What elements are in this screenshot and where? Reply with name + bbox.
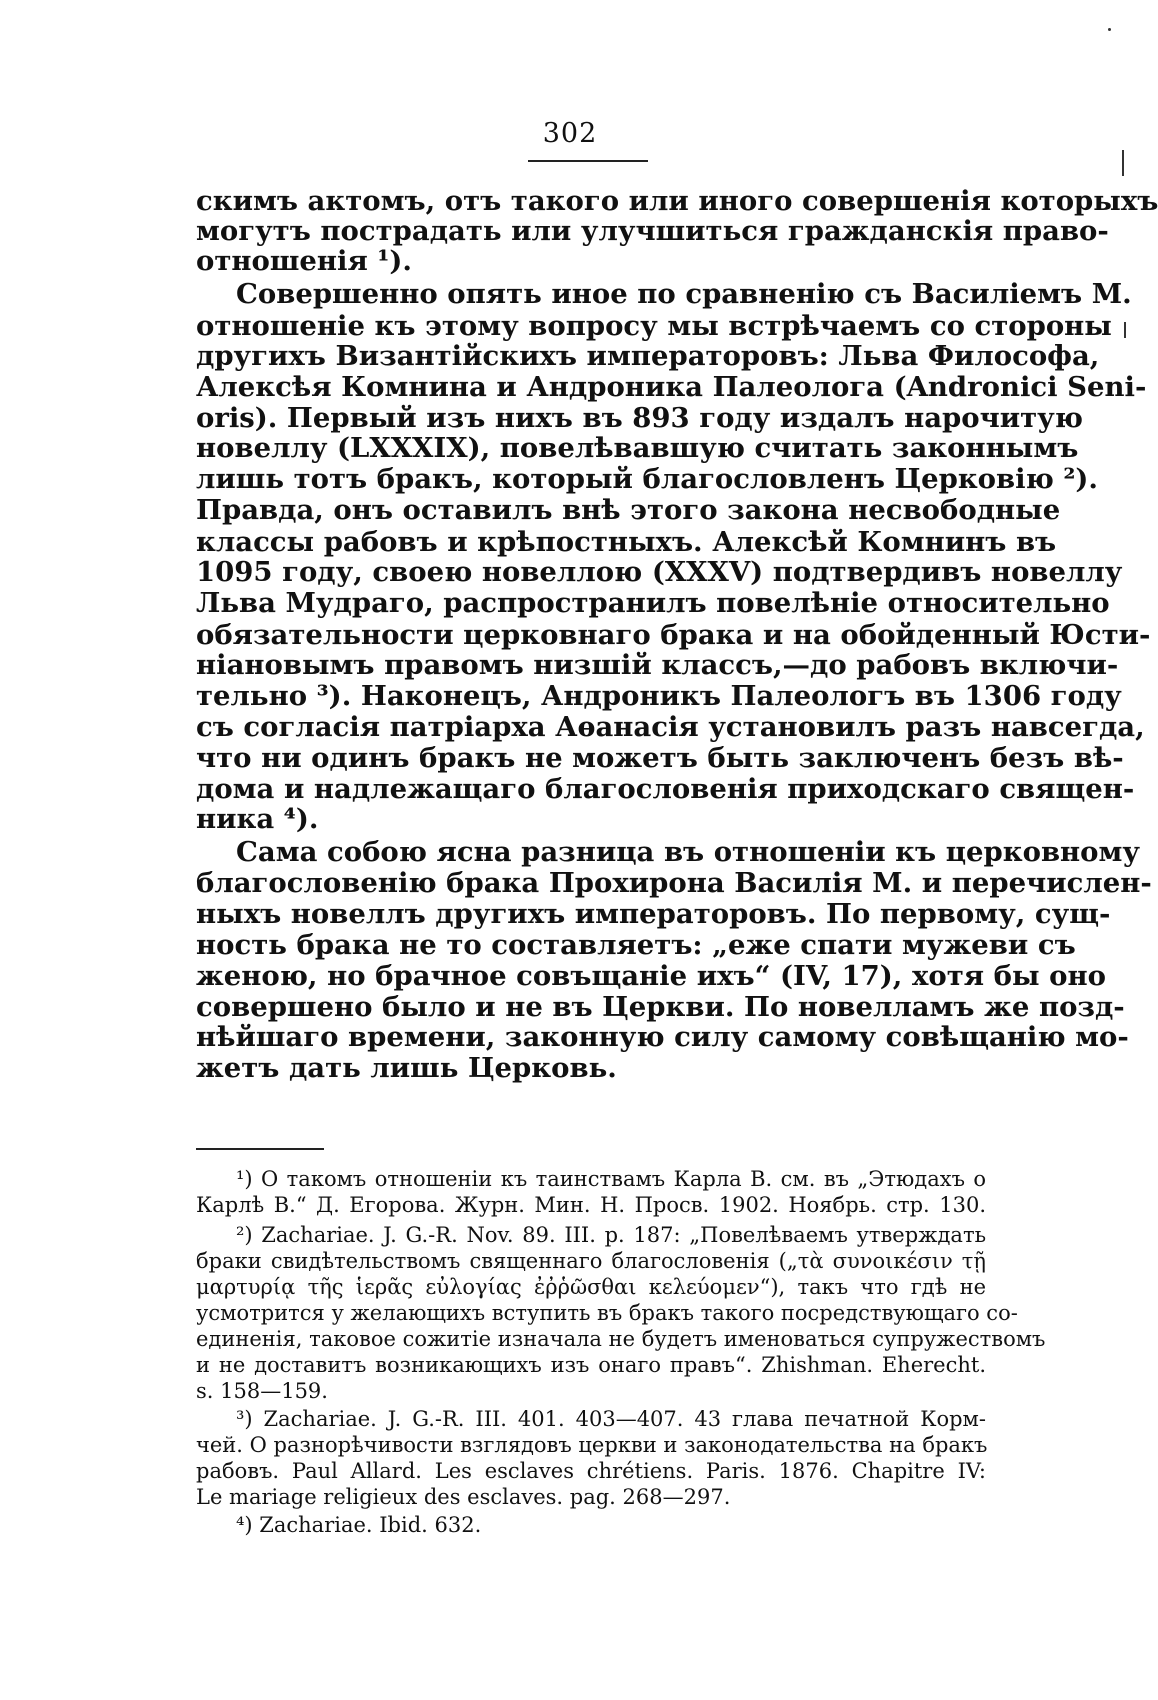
footnote-line: ³) Zachariae. J. G.-R. III. 401. 403—407. 43 глава печатной Корм- <box>236 1407 986 1431</box>
body-line: ніановымъ правомъ низшій классъ,—до рабовъ включи- <box>196 649 1119 681</box>
body-line: дома и надлежащаго благословенія приходскаго священ- <box>196 773 1135 805</box>
body-line: жетъ дать лишь Церковь. <box>196 1052 617 1084</box>
footnote-line: ²) Zachariae. J. G.-R. Nov. 89. III. p. 187: „Повелѣваемъ утверждать <box>236 1223 986 1247</box>
body-line: ника ⁴). <box>196 803 319 835</box>
footnote-line: ¹) О такомъ отношеніи къ таинствамъ Карла В. см. въ „Этюдахъ о <box>236 1167 986 1191</box>
body-line: классы рабовъ и крѣпостныхъ. Алексѣй Комнинъ въ <box>196 526 1057 558</box>
footnote-line: μαρτυρίᾳ τῆς ἱερᾶς εὐλογίας ἐῤῥῶσθαι κελεύομεν“), такъ что гдѣ не <box>196 1275 986 1299</box>
footnote-line: ⁴) Zachariae. Ibid. 632. <box>236 1513 482 1537</box>
body-line: 1095 году, своею новеллою (XXXV) подтвердивъ новеллу <box>196 556 1123 588</box>
body-line: oris). Первый изъ нихъ въ 893 году издалъ нарочитую <box>196 402 1083 434</box>
scan-mark <box>1122 150 1124 176</box>
footnote-line: Карлѣ В.“ Д. Егорова. Журн. Мин. Н. Просв. 1902. Ноябрь. стр. 130. <box>196 1193 986 1217</box>
body-line: Льва Мудраго, распространилъ повелѣніе относительно <box>196 587 1110 619</box>
body-line: Совершенно опять иное по сравненію съ Василіемъ М. <box>236 278 1132 310</box>
body-line: тельно ³). Наконецъ, Андроникъ Палеологъ въ 1306 году <box>196 680 1122 712</box>
body-line: женою, но брачное совъщаніе ихъ“ (IV, 17), хотя бы оно <box>196 960 1106 992</box>
body-line: что ни одинъ бракъ не можетъ быть заключенъ безъ вѣ- <box>196 742 1124 774</box>
body-line: новеллу (LXXXIX), повелѣвавшую считать законнымъ <box>196 432 1079 464</box>
footnote-line: усмотрится у желающихъ вступить въ бракъ такого посредствующаго со- <box>196 1301 1018 1325</box>
footnote-line: единенія, таковое сожитіе изначала не будетъ именоваться супружествомъ <box>196 1327 1046 1351</box>
footnote-line: чей. О разнорѣчивости взглядовъ церкви и законодательства на бракъ <box>196 1433 988 1457</box>
body-line: обязательности церковнаго брака и на обойденный Юсти- <box>196 619 1151 651</box>
page-number-rule <box>528 160 648 162</box>
footnote-line: и не доставитъ возникающихъ изъ онаго правъ“. Zhishman. Eherecht. <box>196 1353 986 1377</box>
body-line: отношенія ¹). <box>196 245 412 277</box>
scan-mark <box>1124 322 1126 338</box>
footnote-separator <box>196 1148 324 1150</box>
body-line: отношеніе къ этому вопросу мы встрѣчаемъ со стороны <box>196 310 1112 342</box>
footnote-line: Le mariage religieux des esclaves. pag. 268—297. <box>196 1485 731 1509</box>
body-line: совершено было и не въ Церкви. По новелламъ же позд- <box>196 991 1125 1023</box>
footnote-line: рабовъ. Paul Allard. Les esclaves chrétiens. Paris. 1876. Chapitre IV: <box>196 1459 986 1483</box>
body-line: другихъ Византійскихъ императоровъ: Льва Философа, <box>196 340 1100 372</box>
body-line: благословенію брака Прохирона Василія М. и перечислен- <box>196 867 1152 899</box>
footnote-line: браки свидѣтельствомъ священнаго благословенія („τὰ συνοικέσιν τῇ <box>196 1249 986 1273</box>
body-line: Правда, онъ оставилъ внѣ этого закона несвободные <box>196 494 1061 526</box>
body-line: Алексѣя Комнина и Андроника Палеолога (Andronici Seni- <box>196 371 1147 403</box>
body-line: лишь тотъ бракъ, который благословленъ Церковію ²). <box>196 463 1098 495</box>
page-number: 302 <box>542 118 598 149</box>
scan-mark <box>1108 28 1111 31</box>
body-line: могутъ пострадать или улучшиться гражданскія право- <box>196 215 1109 247</box>
body-line: съ согласія патріарха Аѳанасія установилъ разъ навсегда, <box>196 711 1145 743</box>
body-line: нѣйшаго времени, законную силу самому совѣщанію мо- <box>196 1021 1129 1053</box>
body-line: Сама собою ясна разница въ отношеніи къ церковному <box>236 836 1141 868</box>
body-line: ныхъ новеллъ другихъ императоровъ. По первому, сущ- <box>196 898 1111 930</box>
footnote-line: s. 158—159. <box>196 1379 328 1403</box>
body-line: скимъ актомъ, отъ такого или иного совершенія которыхъ <box>196 185 1158 217</box>
body-line: ность брака не то составляетъ: „еже спати мужеви съ <box>196 929 1076 961</box>
